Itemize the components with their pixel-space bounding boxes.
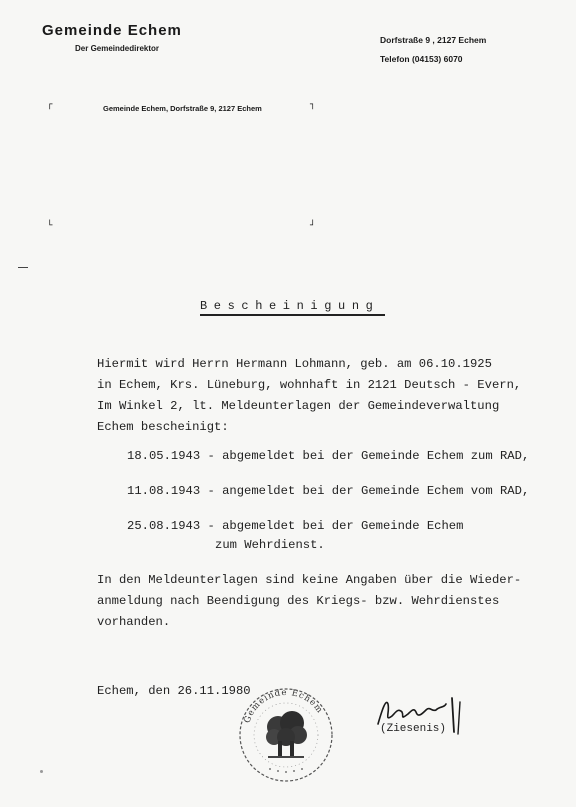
organization-name: Gemeinde Echem bbox=[42, 22, 182, 39]
entry-line: 18.05.1943 - abgemeldet bei der Gemeinde Echem zum RAD, bbox=[127, 449, 530, 463]
text-line: anmeldung nach Beendigung des Kriegs- bzw. Wehrdienstes bbox=[97, 594, 500, 608]
entry-line: 11.08.1943 - angemeldet bei der Gemeinde Echem vom RAD, bbox=[127, 484, 530, 498]
letterhead-phone: Telefon (04153) 6070 bbox=[380, 54, 463, 64]
text-line: vorhanden. bbox=[97, 615, 171, 629]
text-line: In den Meldeunterlagen sind keine Angaben über die Wieder- bbox=[97, 573, 522, 587]
window-corner-bottom-left: └ bbox=[47, 221, 53, 231]
text-line: Im Winkel 2, lt. Meldeunterlagen der Gemeindeverwaltung bbox=[97, 399, 500, 413]
paper-speck bbox=[40, 770, 43, 773]
fold-mark bbox=[18, 267, 28, 268]
signatory-name: (Ziesenis) bbox=[380, 723, 447, 735]
text-line: Echem bescheinigt: bbox=[97, 420, 229, 434]
letterhead-address: Dorfstraße 9 , 2127 Echem bbox=[380, 35, 487, 45]
organization-title: Der Gemeindedirektor bbox=[75, 44, 160, 53]
entry-line: 25.08.1943 - abgemeldet bei der Gemeinde Echem bbox=[127, 519, 464, 533]
title-underline bbox=[200, 314, 385, 316]
window-corner-bottom-right: ┘ bbox=[310, 221, 316, 231]
document-title: Bescheinigung bbox=[200, 299, 380, 313]
entry-continuation: zum Wehrdienst. bbox=[215, 538, 325, 552]
sender-return-line: Gemeinde Echem, Dorfstraße 9, 2127 Echem bbox=[103, 104, 262, 113]
window-corner-top-left: ┌ bbox=[47, 100, 53, 110]
svg-text:Gemeinde Echem: Gemeinde Echem bbox=[242, 687, 325, 725]
intro-paragraph bbox=[97, 354, 521, 437]
closing-paragraph bbox=[97, 570, 521, 632]
text-line: Hiermit wird Herrn Hermann Lohmann, geb. am 06.10.1925 bbox=[97, 357, 492, 371]
place-date: Echem, den 26.11.1980 bbox=[97, 684, 251, 698]
window-corner-top-right: ┐ bbox=[310, 100, 316, 110]
municipal-seal-stamp bbox=[234, 683, 338, 783]
text-line: in Echem, Krs. Lüneburg, wohnhaft in 2121 Deutsch - Evern, bbox=[97, 378, 522, 392]
